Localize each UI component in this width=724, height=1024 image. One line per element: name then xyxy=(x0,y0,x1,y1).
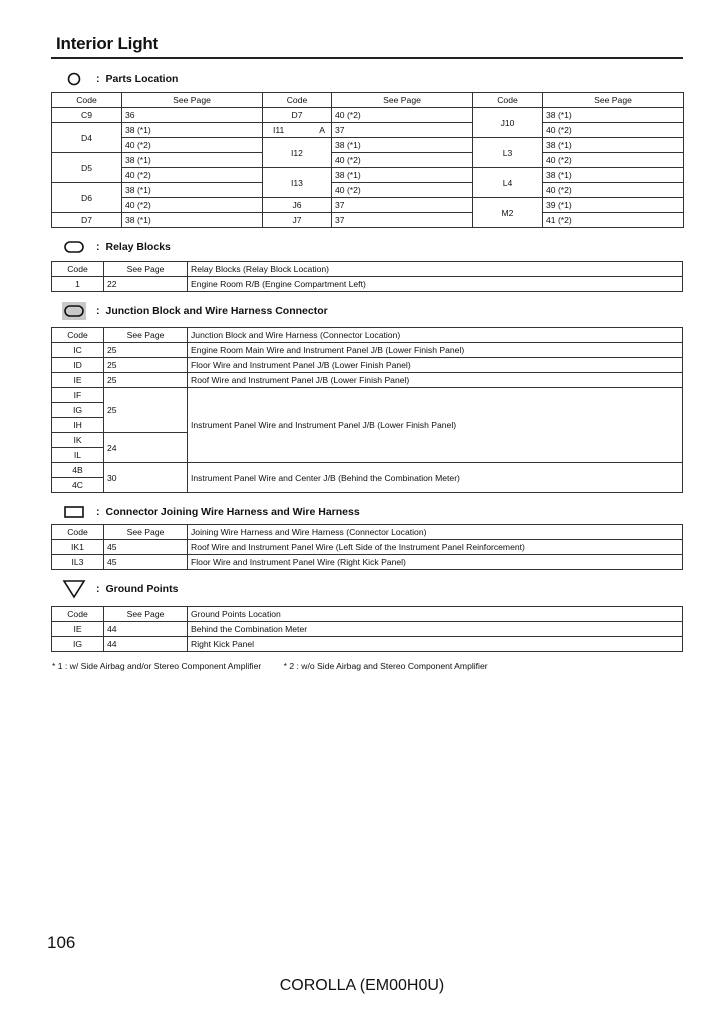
code-cell: J10 xyxy=(473,108,543,138)
header-code: Code xyxy=(52,525,104,540)
page-cell: 39 (*1) xyxy=(543,198,684,213)
code-cell: IC xyxy=(52,343,104,358)
table-row xyxy=(52,213,684,228)
header-code: Code xyxy=(52,262,104,277)
code-cell: M2 xyxy=(473,198,543,228)
code-cell: ID xyxy=(52,358,104,373)
header-code: Code xyxy=(52,607,104,622)
table-header-row xyxy=(52,328,683,343)
table-row xyxy=(52,373,683,388)
heading-colon: : xyxy=(96,583,100,595)
header-code: Code xyxy=(52,93,122,108)
title-divider xyxy=(51,57,683,59)
page-cell: 37 xyxy=(332,123,473,138)
code-cell: IK1 xyxy=(52,540,104,555)
desc-cell: Engine Room R/B (Engine Compartment Left) xyxy=(188,277,683,292)
shaded-rounded-rect-icon xyxy=(62,302,86,320)
page-cell: 22 xyxy=(104,277,188,292)
page-cell: 40 (*2) xyxy=(332,153,473,168)
footnotes xyxy=(52,661,508,671)
page-cell: 38 (*1) xyxy=(122,213,263,228)
code-cell: 4B xyxy=(52,463,104,478)
page-cell: 45 xyxy=(104,555,188,570)
code-cell: IK xyxy=(52,433,104,448)
rectangle-icon xyxy=(62,503,86,521)
heading-text: Connector Joining Wire Harness and Wire Harness xyxy=(105,506,360,518)
desc-cell: Behind the Combination Meter xyxy=(188,622,683,637)
header-code: Code xyxy=(473,93,543,108)
code-cell: L4 xyxy=(473,168,543,198)
desc-cell: Roof Wire and Instrument Panel Wire (Left Side of the Instrument Panel Reinforcement) xyxy=(188,540,683,555)
header-code: Code xyxy=(263,93,332,108)
page-number: 106 xyxy=(47,933,76,952)
page-cell: 40 (*2) xyxy=(543,153,684,168)
heading-text: Parts Location xyxy=(105,73,179,85)
heading-text: Relay Blocks xyxy=(105,241,171,253)
table-row xyxy=(52,555,683,570)
header-see-page: See Page xyxy=(104,262,188,277)
parts-location-heading xyxy=(62,70,178,88)
page-cell: 38 (*1) xyxy=(543,168,684,183)
page-cell: 38 (*1) xyxy=(543,138,684,153)
code-cell: IE xyxy=(52,622,104,637)
page-cell: 41 (*2) xyxy=(543,213,684,228)
table-row xyxy=(52,540,683,555)
table-header-row xyxy=(52,262,683,277)
code-cell: IG xyxy=(52,637,104,652)
page-cell: 38 (*1) xyxy=(543,108,684,123)
page-cell: 40 (*2) xyxy=(122,198,263,213)
heading-colon: : xyxy=(96,73,100,85)
table-row xyxy=(52,153,684,168)
header-location: Ground Points Location xyxy=(188,607,683,622)
ground-points-heading xyxy=(62,580,178,598)
page-cell: 38 (*1) xyxy=(332,168,473,183)
header-location: Relay Blocks (Relay Block Location) xyxy=(188,262,683,277)
page-cell: 44 xyxy=(104,622,188,637)
page-cell: 44 xyxy=(104,637,188,652)
header-see-page: See Page xyxy=(104,525,188,540)
page-cell: 38 (*1) xyxy=(122,153,263,168)
code-cell: IL3 xyxy=(52,555,104,570)
model-footer: COROLLA (EM00H0U) xyxy=(279,977,445,994)
code-cell: IH xyxy=(52,418,104,433)
heading-text: Ground Points xyxy=(105,583,179,595)
code-cell-split xyxy=(263,123,332,138)
circle-icon xyxy=(62,70,86,88)
page-cell: 38 (*1) xyxy=(122,183,263,198)
page-title: Interior Light xyxy=(56,34,159,53)
table-row xyxy=(52,108,684,123)
triangle-icon xyxy=(62,580,86,598)
header-location: Joining Wire Harness and Wire Harness (Connector Location) xyxy=(188,525,683,540)
table-row xyxy=(52,463,683,478)
relay-blocks-heading xyxy=(62,238,171,256)
heading-text: Junction Block and Wire Harness Connector xyxy=(105,305,328,317)
header-see-page: See Page xyxy=(104,328,188,343)
code-cell: L3 xyxy=(473,138,543,168)
code-cell: D5 xyxy=(52,153,122,183)
page-cell: 25 xyxy=(104,358,188,373)
code-cell: IF xyxy=(52,388,104,403)
page-cell: 40 (*2) xyxy=(332,183,473,198)
page-cell: 30 xyxy=(104,463,188,493)
code-sub: A xyxy=(319,125,325,135)
code-text: I11 xyxy=(273,125,285,135)
table-row xyxy=(52,637,683,652)
header-see-page: See Page xyxy=(104,607,188,622)
table-header-row xyxy=(52,607,683,622)
footnote-2: * 2 : w/o Side Airbag and Stereo Component Amplifier xyxy=(283,661,488,671)
header-location: Junction Block and Wire Harness (Connector Location) xyxy=(188,328,683,343)
page-cell: 40 (*2) xyxy=(122,138,263,153)
table-row xyxy=(52,358,683,373)
table-row xyxy=(52,622,683,637)
page-cell: 25 xyxy=(104,373,188,388)
connector-joining-table xyxy=(51,524,683,570)
desc-cell: Engine Room Main Wire and Instrument Panel J/B (Lower Finish Panel) xyxy=(188,343,683,358)
code-cell: C9 xyxy=(52,108,122,123)
code-cell: I13 xyxy=(263,168,332,198)
header-see-page: See Page xyxy=(543,93,684,108)
header-see-page: See Page xyxy=(122,93,263,108)
heading-colon: : xyxy=(96,506,100,518)
desc-cell: Floor Wire and Instrument Panel Wire (Right Kick Panel) xyxy=(188,555,683,570)
desc-cell: Instrument Panel Wire and Center J/B (Behind the Combination Meter) xyxy=(188,463,683,493)
header-see-page: See Page xyxy=(332,93,473,108)
table-row xyxy=(52,123,684,138)
desc-cell: Roof Wire and Instrument Panel J/B (Lower Finish Panel) xyxy=(188,373,683,388)
page-cell: 40 (*2) xyxy=(543,123,684,138)
page-cell: 40 (*2) xyxy=(122,168,263,183)
table-row xyxy=(52,388,683,403)
code-cell: 1 xyxy=(52,277,104,292)
junction-block-heading xyxy=(62,302,328,320)
page-cell: 37 xyxy=(332,213,473,228)
relay-blocks-table xyxy=(51,261,683,292)
connector-joining-heading xyxy=(62,503,360,521)
page-cell: 24 xyxy=(104,433,188,463)
table-row xyxy=(52,198,684,213)
code-cell: IL xyxy=(52,448,104,463)
page-cell: 40 (*2) xyxy=(332,108,473,123)
page-cell: 25 xyxy=(104,343,188,358)
page-cell: 38 (*1) xyxy=(332,138,473,153)
heading-colon: : xyxy=(96,305,100,317)
table-row xyxy=(52,343,683,358)
table-row xyxy=(52,277,683,292)
page-cell: 25 xyxy=(104,388,188,433)
code-cell: IG xyxy=(52,403,104,418)
header-code: Code xyxy=(52,328,104,343)
code-cell: D7 xyxy=(52,213,122,228)
junction-block-table xyxy=(51,327,683,493)
page-cell: 36 xyxy=(122,108,263,123)
table-header-row xyxy=(52,525,683,540)
page-cell: 38 (*1) xyxy=(122,123,263,138)
ground-points-table xyxy=(51,606,683,652)
table-row xyxy=(52,183,684,198)
code-cell: I12 xyxy=(263,138,332,168)
desc-cell: Instrument Panel Wire and Instrument Panel J/B (Lower Finish Panel) xyxy=(188,388,683,463)
code-cell: D6 xyxy=(52,183,122,213)
code-cell: 4C xyxy=(52,478,104,493)
table-row xyxy=(52,168,684,183)
table-row xyxy=(52,138,684,153)
parts-location-table xyxy=(51,92,684,228)
heading-colon: : xyxy=(96,241,100,253)
desc-cell: Right Kick Panel xyxy=(188,637,683,652)
page-cell: 40 (*2) xyxy=(543,183,684,198)
code-cell: J6 xyxy=(263,198,332,213)
code-cell: D4 xyxy=(52,123,122,153)
footnote-1: * 1 : w/ Side Airbag and/or Stereo Component Amplifier xyxy=(52,661,262,671)
code-cell: D7 xyxy=(263,108,332,123)
table-header-row xyxy=(52,93,684,108)
desc-cell: Floor Wire and Instrument Panel J/B (Lower Finish Panel) xyxy=(188,358,683,373)
page-cell: 45 xyxy=(104,540,188,555)
code-cell: J7 xyxy=(263,213,332,228)
page-cell: 37 xyxy=(332,198,473,213)
code-cell: IE xyxy=(52,373,104,388)
rounded-rect-icon xyxy=(62,238,86,256)
